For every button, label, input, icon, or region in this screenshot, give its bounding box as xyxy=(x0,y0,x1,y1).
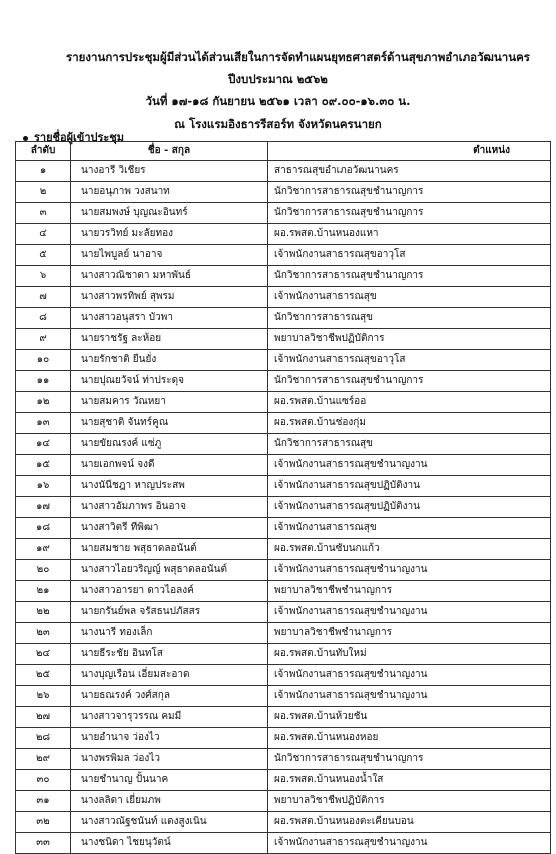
attendee-name: นางสาวอารยา ดาวไอลงค์ xyxy=(71,581,268,602)
attendee-name: นางบุญเรือน เอี่ยมสะอาด xyxy=(71,665,268,686)
attendee-position: เจ้าพนักงานสาธารณสุข xyxy=(268,518,551,539)
row-number: ๓๐ xyxy=(16,770,71,791)
attendee-name: นางสาวไอยวริญญ์ พสุธาดลอนันต์ xyxy=(71,560,268,581)
table-row xyxy=(16,308,551,329)
row-number: ๑๗ xyxy=(16,497,71,518)
attendee-position: พยาบาลวิชาชีพปฏิบัติการ xyxy=(268,791,551,812)
row-number: ๓๓ xyxy=(16,833,71,854)
attendee-position: เจ้าพนักงานสาธารณสุข xyxy=(268,287,551,308)
table-row xyxy=(16,581,551,602)
table-row xyxy=(16,644,551,665)
attendee-name: นายอนุภาพ วงสนาท xyxy=(71,182,268,203)
table-row xyxy=(16,266,551,287)
attendee-position: พยาบาลวิชาชีพชำนาญการ xyxy=(268,581,551,602)
attendee-position: เจ้าพนักงานสาธารณสุขอาวุโส xyxy=(268,245,551,266)
attendee-position: ผอ.รพสต.บ้านหนองแหา xyxy=(268,224,551,245)
row-number: ๒๒ xyxy=(16,602,71,623)
table-row xyxy=(16,434,551,455)
row-number: ๓ xyxy=(16,203,71,224)
attendee-name: นางลลิดา เยี่ยมภพ xyxy=(71,791,268,812)
row-number: ๒๓ xyxy=(16,623,71,644)
attendee-position: เจ้าพนักงานสาธารณสุขอาวุโส xyxy=(268,350,551,371)
attendee-position: เจ้าพนักงานสาธารณสุขชำนาญงาน xyxy=(268,833,551,854)
table-row xyxy=(16,161,551,182)
row-number: ๑๑ xyxy=(16,371,71,392)
attendee-table xyxy=(15,141,551,854)
table-row xyxy=(16,686,551,707)
attendee-name: นางสาวณิชาดา มหาพันธ์ xyxy=(71,266,268,287)
row-number: ๒๘ xyxy=(16,728,71,749)
attendee-name: นายรักชาติ ยืนยั่ง xyxy=(71,350,268,371)
row-number: ๒๔ xyxy=(16,644,71,665)
row-number: ๑๓ xyxy=(16,413,71,434)
row-number: ๗ xyxy=(16,287,71,308)
row-number: ๒๗ xyxy=(16,707,71,728)
attendee-name: นางอารี วิเชียร xyxy=(71,161,268,182)
attendee-position: เจ้าพนักงานสาธารณสุขชำนาญงาน xyxy=(268,602,551,623)
table-row xyxy=(16,833,551,854)
attendee-position: ผอ.รพสต.บ้านหนองหอย xyxy=(268,728,551,749)
attendee-position: เจ้าพนักงานสาธารณสุขปฏิบัติงาน xyxy=(268,497,551,518)
row-number: ๕ xyxy=(16,245,71,266)
table-row xyxy=(16,791,551,812)
attendee-name: นางพรพิมล ว่องไว xyxy=(71,749,268,770)
attendee-name: นายอำนาจ ว่องไว xyxy=(71,728,268,749)
attendee-name: นายธณรงค์ วงศ์สกุล xyxy=(71,686,268,707)
attendee-name: นายธีระชัย อินทโส xyxy=(71,644,268,665)
attendee-name: นายขัยณรงค์ แซ่ภู xyxy=(71,434,268,455)
table-row xyxy=(16,350,551,371)
row-number: ๓๑ xyxy=(16,791,71,812)
row-number: ๑๕ xyxy=(16,455,71,476)
attendee-name: นายชำนาญ ปั้นนาค xyxy=(71,770,268,791)
attendee-position: นักวิชาการสาธารณสุขชำนาญการ xyxy=(268,203,551,224)
attendee-name: นางสาวิตรี ทีพิฒา xyxy=(71,518,268,539)
table-row xyxy=(16,455,551,476)
attendee-name: นางสาวณัฐชนันท์ แดงสูงเนิน xyxy=(71,812,268,833)
row-number: ๑๙ xyxy=(16,539,71,560)
attendee-position: ผอ.รพสต.บ้านซับนกแก้ว xyxy=(268,539,551,560)
attendee-name: นางนารี ทองเล็ก xyxy=(71,623,268,644)
attendee-position: ผอ.รพสต.บ้านห้วยชัน xyxy=(268,707,551,728)
row-number: ๓๒ xyxy=(16,812,71,833)
header-number: ลำดับ xyxy=(16,142,71,161)
attendee-position: ผอ.รพสต.บ้านหนองตะเคียนบอน xyxy=(268,812,551,833)
attendee-name: นายราชรัฐ ละห้อย xyxy=(71,329,268,350)
attendee-name: นายเอกพจน์ จงดี xyxy=(71,455,268,476)
attendee-position: ผอ.รพสต.บ้านหนองน้ำใส xyxy=(268,770,551,791)
attendee-position: เจ้าพนักงานสาธารณสุขชำนาญงาน xyxy=(268,560,551,581)
attendee-position: พยาบาลวิชาชีพชำนาญการ xyxy=(268,623,551,644)
table-row xyxy=(16,770,551,791)
row-number: ๑๐ xyxy=(16,350,71,371)
attendee-position: ผอ.รพสต.บ้านช่องกุ่ม xyxy=(268,413,551,434)
row-number: ๑ xyxy=(16,161,71,182)
header-name: ชื่อ - สกุล xyxy=(71,142,268,161)
attendee-name: นางสาวอัมภาพร อินอาจ xyxy=(71,497,268,518)
row-number: ๘ xyxy=(16,308,71,329)
attendee-position: ผอ.รพสต.บ้านแซร์ออ xyxy=(268,392,551,413)
meeting-venue: ณ โรงแรมอิงธารรีสอร์ท จังหวัดนครนายก xyxy=(174,117,382,131)
table-row xyxy=(16,287,551,308)
attendee-position: สาธารณสุขอำเภอวัฒนานคร xyxy=(268,161,551,182)
row-number: ๒ xyxy=(16,182,71,203)
row-number: ๑๔ xyxy=(16,434,71,455)
table-header-row xyxy=(16,142,551,161)
table-row xyxy=(16,203,551,224)
attendee-name: นางสาวจารุวรรณ คมมี xyxy=(71,707,268,728)
table-body xyxy=(16,161,551,854)
attendee-name: นางชนิดา ไชยนุวัตน์ xyxy=(71,833,268,854)
attendee-name: นายวรวิทย์ มะลัยทอง xyxy=(71,224,268,245)
attendee-position: นักวิชาการสาธารณสุขชำนาญการ xyxy=(268,182,551,203)
row-number: ๔ xyxy=(16,224,71,245)
table-row xyxy=(16,749,551,770)
table-row xyxy=(16,182,551,203)
attendee-name: นายสมคาร วัณหยา xyxy=(71,392,268,413)
row-number: ๖ xyxy=(16,266,71,287)
attendee-name: นายสมชาย พสุธาดลอนันต์ xyxy=(71,539,268,560)
attendee-position: นักวิชาการสาธารณสุข xyxy=(268,308,551,329)
table-row xyxy=(16,728,551,749)
table-row xyxy=(16,560,551,581)
table-row xyxy=(16,329,551,350)
attendee-name: นายปุณยวัจน์ ท่าประดุจ xyxy=(71,371,268,392)
table-row xyxy=(16,497,551,518)
attendee-name: นางสาวอนุสรา บัวพา xyxy=(71,308,268,329)
attendee-position: เจ้าพนักงานสาธารณสุขชำนาญงาน xyxy=(268,686,551,707)
attendee-position: นักวิชาการสาธารณสุขชำนาญการ xyxy=(268,749,551,770)
table-row xyxy=(16,539,551,560)
table-row xyxy=(16,245,551,266)
table-row xyxy=(16,371,551,392)
table-row xyxy=(16,476,551,497)
row-number: ๑๒ xyxy=(16,392,71,413)
table-row xyxy=(16,707,551,728)
attendee-position: นักวิชาการสาธารณสุขชำนาญการ xyxy=(268,371,551,392)
row-number: ๑๘ xyxy=(16,518,71,539)
table-row xyxy=(16,623,551,644)
fiscal-year: ปีงบประมาณ ๒๕๖๒ xyxy=(228,72,328,86)
table-row xyxy=(16,224,551,245)
attendee-position: เจ้าพนักงานสาธารณสุขปฏิบัติงาน xyxy=(268,476,551,497)
table-row xyxy=(16,812,551,833)
attendee-position: เจ้าพนักงานสาธารณสุขชำนาญงาน xyxy=(268,665,551,686)
attendee-position: นักวิชาการสาธารณสุขชำนาญการ xyxy=(268,266,551,287)
attendee-list-label-text: รายชื่อผู้เข้าประชุม xyxy=(34,131,125,144)
table-row xyxy=(16,413,551,434)
attendee-name: นางนันีชฎา หาญประสพ xyxy=(71,476,268,497)
attendee-position: เจ้าพนักงานสาธารณสุขชำนาญงาน xyxy=(268,455,551,476)
meeting-date: วันที่ ๑๗-๑๘ กันยายน ๒๕๖๑ เวลา ๐๙.๐๐-๑๖.๓๐ น. xyxy=(145,94,411,108)
attendee-name: นายกรันย์พล จรัสธนปภัสสร xyxy=(71,602,268,623)
row-number: ๒๙ xyxy=(16,749,71,770)
attendee-name: นายไพบูลย์ นาอาจ xyxy=(71,245,268,266)
row-number: ๒๖ xyxy=(16,686,71,707)
attendee-position: พยาบาลวิชาชีพปฏิบัติการ xyxy=(268,329,551,350)
table-row xyxy=(16,665,551,686)
header-position: ตำแหน่ง xyxy=(268,142,551,161)
attendee-name: นายสมพงษ์ บุญณะอินทร์ xyxy=(71,203,268,224)
table-row xyxy=(16,518,551,539)
row-number: ๒๑ xyxy=(16,581,71,602)
row-number: ๒๕ xyxy=(16,665,71,686)
row-number: ๑๖ xyxy=(16,476,71,497)
attendee-name: นางสาวพรทิพย์ สุพรม xyxy=(71,287,268,308)
attendee-position: นักวิชาการสาธารณสุข xyxy=(268,434,551,455)
report-title: รายงานการประชุมผู้มีส่วนได้ส่วนเสียในการจัดทำแผนยุทธศาสตร์ด้านสุขภาพอำเภอวัฒนานคร xyxy=(66,50,530,64)
table-row xyxy=(16,392,551,413)
attendee-name: นายสุชาติ จันทร์คูณ xyxy=(71,413,268,434)
bullet-icon xyxy=(23,136,28,141)
row-number: ๒๐ xyxy=(16,560,71,581)
table-row xyxy=(16,602,551,623)
row-number: ๙ xyxy=(16,329,71,350)
attendee-position: ผอ.รพสต.บ้านทับใหม่ xyxy=(268,644,551,665)
